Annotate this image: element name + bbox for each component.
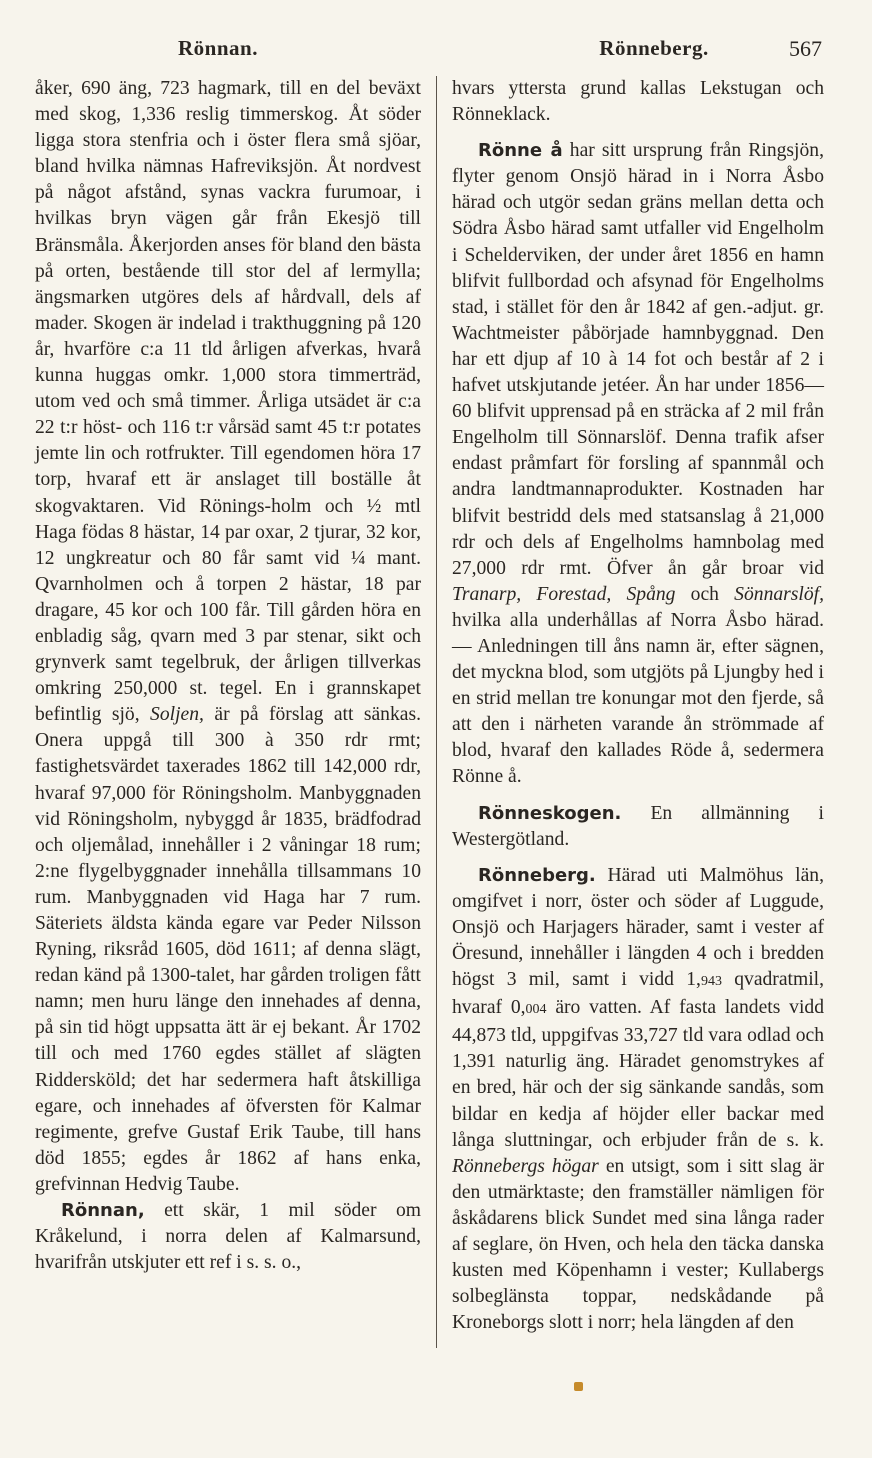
entry-ronneskogen xyxy=(452,801,824,853)
entry-ronne-a-tail: hvilka alla underhållas af Norra Åsbo härad. — Anledningen till åns namn är, efter sägnen, det myckna blod, som utgjöts på Ljungby hed i en strid mellan tre konungar mot den fjerde, så att den i närheten varande ån strömmade af blod, hvaraf den kallades Röde å, sedermera Rönne å. xyxy=(452,609,824,788)
entry-ronne-a xyxy=(452,138,824,790)
entry-ronne-a-place-last: Sönnarslöf, xyxy=(734,583,824,605)
entry-ronne-a-text: har sitt ursprung från Ringsjön, flyter genom Onsjö härad in i Norra Åsbo härad och utgör sedan gräns mellan detta och Södra Åsbo härad samt utfaller vid Engelholm i Schelderviken, der under året 1856 en hamn blifvit fullbordad och afsynad för Engelholms stad, i stället för den år 1842 af gen.-adjut. gr. Wachtmeister påbörjade hamnbyggnad. Den har ett djup af 10 à 14 fot och består af 2 i hafvet utskjutande jetéer. Ån har under 1856—60 blifvit upprensad på en sträcka af 2 mil från Engelholm till Sönnarslöf. Denna trafik afser endast pråmfart för forsling af spannmål och andra landtmannaprodukter. Kostnaden har blifvit bestridd dels med statsanslag å 21,000 rdr och dels af Engelholms hamnbolag med 27,000 rdr rmt. Öfver ån går broar vid xyxy=(452,140,824,579)
entry-ronnan-text: ett skär, 1 mil söder om Kråkelund, i norra delen af Kalmarsund, hvarifrån utskjuter ett ref i s. s. o., xyxy=(35,1200,421,1274)
page-header xyxy=(0,26,872,66)
entry-ronne-a-och: och xyxy=(690,583,719,605)
entry-ronneberg-text-c: äro vatten. Af fasta landets vidd 44,873 tld, uppgifvas 33,727 tld vara odlad och 1,391 naturlig äng. Häradet genomstrykes af en bred, här och der sig sänkande sandås, som bildar en kedja af höjder eller backar med långa sluttningar, och erbjuder från de s. k. xyxy=(452,997,824,1151)
entry-ronnan-head: Rönnan, xyxy=(61,1200,145,1222)
left-p1-italic: Soljen, xyxy=(150,704,204,726)
entry-ronneberg-text-a: Härad uti Malmöhus län, omgifvet i norr, öster och söder af Luggude, Onsjö och Harjagers härader, samt i vester af Öresund, innehåller i längden 4 och i bredden högst 3 mil, samt i vidd 1, xyxy=(452,864,824,991)
right-paragraph-0: hvars yttersta grund kallas Lekstugan och Rönneklack. xyxy=(452,78,824,126)
entry-ronneberg-italic: Rönnebergs högar xyxy=(452,1155,599,1177)
entry-ronneberg-head: Rönneberg. xyxy=(478,864,596,886)
ink-mark xyxy=(574,1382,583,1391)
entry-ronneberg xyxy=(452,863,824,1337)
left-p1-text: åker, 690 äng, 723 hagmark, till en del beväxt med skog, 1,336 reslig timmerskog. Åt söder ligga stora stenfria och i öster flera små sjöar, bland hvilka nämnas Hafreviksjön. Åt nordvest på något afstånd, synas vackra furumoar, i hvilkas bryn vägen går från Ekesjö till Bränsmåla. Åkerjorden anses för bland den bästa på orten, bestående till stor del af lermylla; ängsmarken utgöres dels af hårdvall, dels af mader. Skogen är indelad i trakthuggning på 120 år, hvarföre c:a 11 tld årligen afverkas, hvarå kunna huggas omkr. 1,000 stora timmerträd, utom ved och små timmer. Årliga utsädet är c:a 22 t:r höst- och 116 t:r vårsäd samt 45 t:r potates jemte lin och rotfrukter. Till egendomen höra 17 torp, hvaraf ett är anslaget till boställe åt skogvaktaren. Vid Rönings-holm och ½ mtl Haga födas 8 hästar, 14 par oxar, 2 tjurar, 32 kor, 12 ungkreatur och 80 får samt vid ¼ mant. Qvarnholmen och å torpen 2 hästar, 18 par dragare, 45 kor och 100 får. Till gården höra en enbladig såg, qvarn med 3 par stenar, sikt och grynverk samt tegelbruk, der årligen tillverkas omkring 250,000 st. tegel. En i grannskapet befintlig sjö, xyxy=(35,78,421,726)
entry-ronneskogen-head: Rönneskogen. xyxy=(478,802,622,824)
entry-ronneberg-tail: en utsigt, som i sitt slag är den utmärktaste; den framställer nämligen för åskådarens blick Sundet med sina långa rader af seglare, ön Hven, och hela den täcka danska kusten med Köpenhamn i vester; Kullabergs solbeglänsta toppar, nedskådande på Kroneborgs slott i norr; hela längden af den xyxy=(452,1155,824,1334)
entry-ronneberg-small-1: 943 xyxy=(700,974,722,990)
entry-ronneberg-text-b: qvadratmil, hvaraf 0, xyxy=(452,969,824,1019)
left-running-head: Rönnan. xyxy=(178,36,258,60)
entry-ronneberg-small-2: 004 xyxy=(525,1002,547,1018)
right-running-head: Rönneberg. xyxy=(599,36,709,60)
left-column xyxy=(35,76,421,1276)
entry-ronne-a-head: Rönne å xyxy=(478,140,563,162)
left-p1-tail: är på förslag att sänkas. Onera uppgå till 300 à 350 rdr rmt; fastighetsvärdet taxerades 1862 till 142,000 rdr, hvaraf 97,000 för Röningsholm. Manbyggnaden vid Röningsholm, nybyggd år 1835, brädfodrad och oljemålad, innehåller i 2 våningar 18 rum; 2:ne flygelbyggnader innehålla tillsammans 10 rum. Manbyggnaden vid Haga har 7 rum. Säteriets äldsta kända egare var Peder Nilsson Ryning, riksråd 1605, död 1611; af denna slägt, redan känd på 1300-talet, har gården troligen fått namn; men huru länge den innehades af denna, på sin tid högt uppsatta ätt är ej bekant. År 1702 till och med 1760 egdes stället af slägten Riddersköld; det har sedermera haft åtskilliga egare, och innehades af öfversten för Kalmar regimente, grefve Gustaf Erik Taube, till hans död 1855; egdes år 1862 af hans enka, grefvinnan Hedvig Taube. xyxy=(35,704,421,1195)
left-paragraph-1 xyxy=(35,76,421,1198)
page-number: 567 xyxy=(789,36,822,61)
entry-ronneskogen-text: En allmänning i Westergötland. xyxy=(452,802,824,850)
entry-ronnan xyxy=(35,1198,421,1276)
entry-ronne-a-places: Tranarp, Forestad, Spång xyxy=(452,583,676,605)
right-column xyxy=(452,76,824,1336)
column-divider xyxy=(436,76,437,1348)
